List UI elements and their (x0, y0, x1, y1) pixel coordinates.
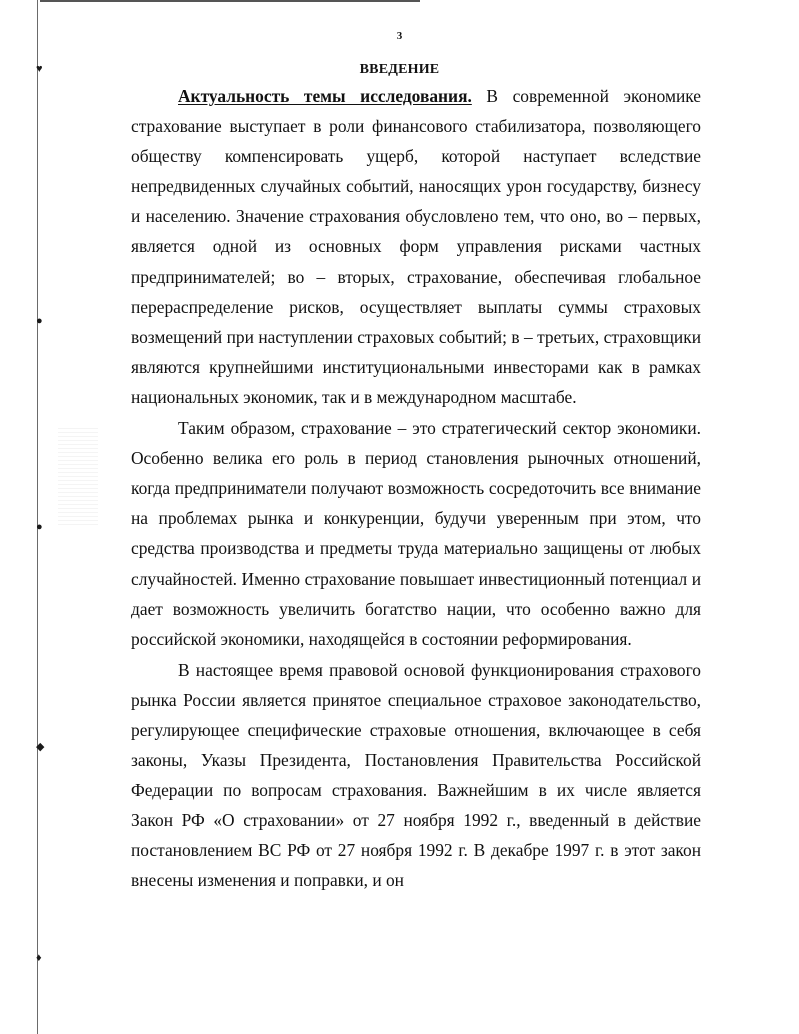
document-body (131, 81, 701, 897)
paragraph-strategic-sector: Таким образом, страхование – это стратегический сектор экономики. Особенно велика его роль в период становления рыночных отношений, когда предприниматели получают возможность сосредоточить все внимание на проблемах рынка и конкуренции, будучи уверенным при этом, что средства производства и предметы труда материально защищены от любых случайностей. Именно страхование повышает инвестиционный потенциал и дает возможность увеличить богатство нации, что особенно важно для российской экономики, находящейся в состоянии реформирования. (131, 418, 701, 649)
section-heading: ВВЕДЕНИЕ (359, 62, 440, 77)
paragraph-text: В современной экономике страхование выступает в роли финансового стабилизатора, позволяющего обществу компенсировать ущерб, которой наступает вследствие непредвиденных случайных событий, наносящих урон государству, бизнесу и населению. Значение страхования обусловлено тем, что оно, во – первых, является одной из основных форм управления рисками частных предпринимателей; во – вторых, страхование, обеспечивая глобальное перераспределение рисков, осуществляет выплаты суммы страховых возмещений при наступлении страховых событий; в – третьих, страховщики являются крупнейшими институциональными инвесторами как в рамках национальных экономик, так и в международном масштабе. (131, 86, 701, 407)
binder-hole-mark-icon: ♦ (36, 952, 42, 964)
binder-hole-mark-icon: ● (36, 521, 43, 533)
page-number: 3 (396, 30, 403, 42)
binder-hole-mark-icon: ◆ (36, 741, 45, 753)
paragraph-lead: Актуальность темы исследования. (178, 86, 472, 106)
binder-hole-mark-icon: ♥ (36, 63, 43, 75)
show-through-bleed (58, 425, 98, 525)
scan-edge-top (40, 0, 420, 2)
paragraph-relevance (131, 81, 701, 412)
paragraph-legal-basis: В настоящее время правовой основой функционирования страхового рынка России является принятое специальное страховое законодательство, регулирующее специфические страховые отношения, включающее в себя законы, Указы Президента, Постановления Правительства Российской Федерации по вопросам страхования. Важнейшим в их числе является Закон РФ «О страховании» от 27 ноября 1992 г., введенный в действие постановлением ВС РФ от 27 ноября 1992 г. В декабре 1997 г. в этот закон внесены изменения и поправки, и он (131, 659, 701, 891)
scan-edge-left (37, 0, 38, 1034)
binder-hole-mark-icon: ● (36, 315, 43, 327)
